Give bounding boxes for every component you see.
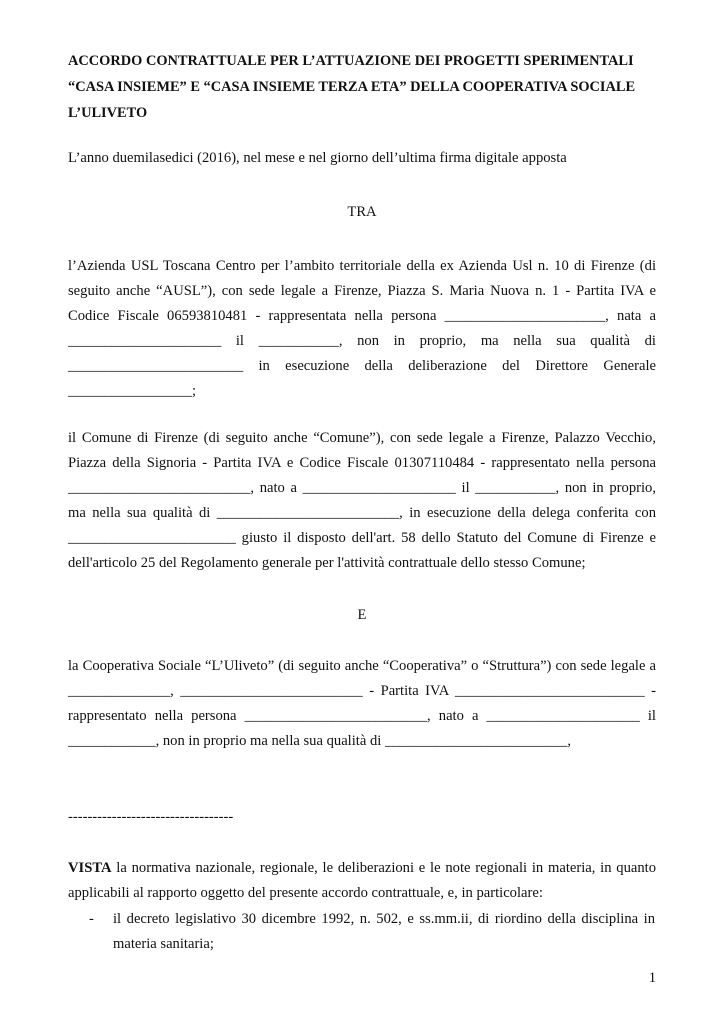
tra-heading: TRA xyxy=(347,204,377,220)
paragraph-line: il Comune di Firenze (di seguito anche “Comune”), con sede legale a Firenze, Palazzo Vecchio, xyxy=(68,430,656,446)
paragraph-line: dell'articolo 25 del Regolamento generale per l'attività contrattuale dello stesso Comune; xyxy=(68,555,586,571)
paragraph-line: _________________; xyxy=(68,383,197,399)
list-item xyxy=(113,907,655,957)
paragraph-line: ________________________ in esecuzione della deliberazione del Direttore Generale xyxy=(68,358,656,374)
party-ausl-paragraph xyxy=(68,254,656,404)
page-number: 1 xyxy=(648,970,656,986)
separator-line: ---------------------------------- xyxy=(68,809,234,825)
document-title xyxy=(68,48,656,126)
vista-paragraph xyxy=(68,856,656,906)
paragraph-line: rappresentato nella persona _________________________, nato a _____________________ il xyxy=(68,708,656,724)
party-comune-paragraph xyxy=(68,426,656,576)
paragraph-line: _______________________ giusto il disposto dell'art. 58 dello Statuto del Comune di Firenze e xyxy=(68,530,656,546)
paragraph-line: l’Azienda USL Toscana Centro per l’ambito territoriale della ex Azienda Usl n. 10 di Firenze (di xyxy=(68,258,656,274)
list-item-line: il decreto legislativo 30 dicembre 1992, n. 502, e ss.mm.ii, di riordino della disciplina in xyxy=(113,911,655,927)
paragraph-line: _____________________ il ___________, non in proprio, ma nella sua qualità di xyxy=(68,333,656,349)
paragraph-line: seguito anche “AUSL”), con sede legale a Firenze, Piazza S. Maria Nuova n. 1 - Partita IVA e xyxy=(68,283,656,299)
paragraph-line: la Cooperativa Sociale “L’Uliveto” (di seguito anche “Cooperativa” o “Struttura”) con sede legale a xyxy=(68,658,656,674)
paragraph-line: applicabili al rapporto oggetto del presente accordo contrattuale, e, in particolare: xyxy=(68,885,543,901)
paragraph-line: Codice Fiscale 06593810481 - rappresentata nella persona ______________________, nata a xyxy=(68,308,656,324)
party-cooperativa-paragraph xyxy=(68,654,656,754)
vista-keyword: VISTA xyxy=(68,860,112,876)
intro-paragraph: L’anno duemilasedici (2016), nel mese e nel giorno dell’ultima firma digitale apposta xyxy=(68,150,567,166)
paragraph-line: _________________________, nato a _____________________ il ___________, non in proprio, xyxy=(68,480,656,496)
list-item-line: materia sanitaria; xyxy=(113,936,214,952)
paragraph-line: Piazza della Signoria - Partita IVA e Codice Fiscale 01307110484 - rappresentato nella persona xyxy=(68,455,656,471)
title-line: L’ULIVETO xyxy=(68,105,148,121)
e-heading: E xyxy=(357,607,367,623)
list-bullet: - xyxy=(89,911,94,927)
paragraph-line: ______________, _________________________ - Partita IVA __________________________ - xyxy=(68,683,656,699)
paragraph-line: ____________, non in proprio ma nella sua qualità di _________________________, xyxy=(68,733,572,749)
paragraph-line: ma nella sua qualità di _________________________, in esecuzione della delega conferita con xyxy=(68,505,656,521)
title-line: “CASA INSIEME” E “CASA INSIEME TERZA ETA” DELLA COOPERATIVA SOCIALE xyxy=(68,79,636,95)
vista-text: la normativa nazionale, regionale, le deliberazioni e le note regionali in materia, in quanto xyxy=(111,860,656,876)
paragraph-line xyxy=(68,856,656,881)
title-line: ACCORDO CONTRATTUALE PER L’ATTUAZIONE DEI PROGETTI SPERIMENTALI xyxy=(68,53,634,69)
